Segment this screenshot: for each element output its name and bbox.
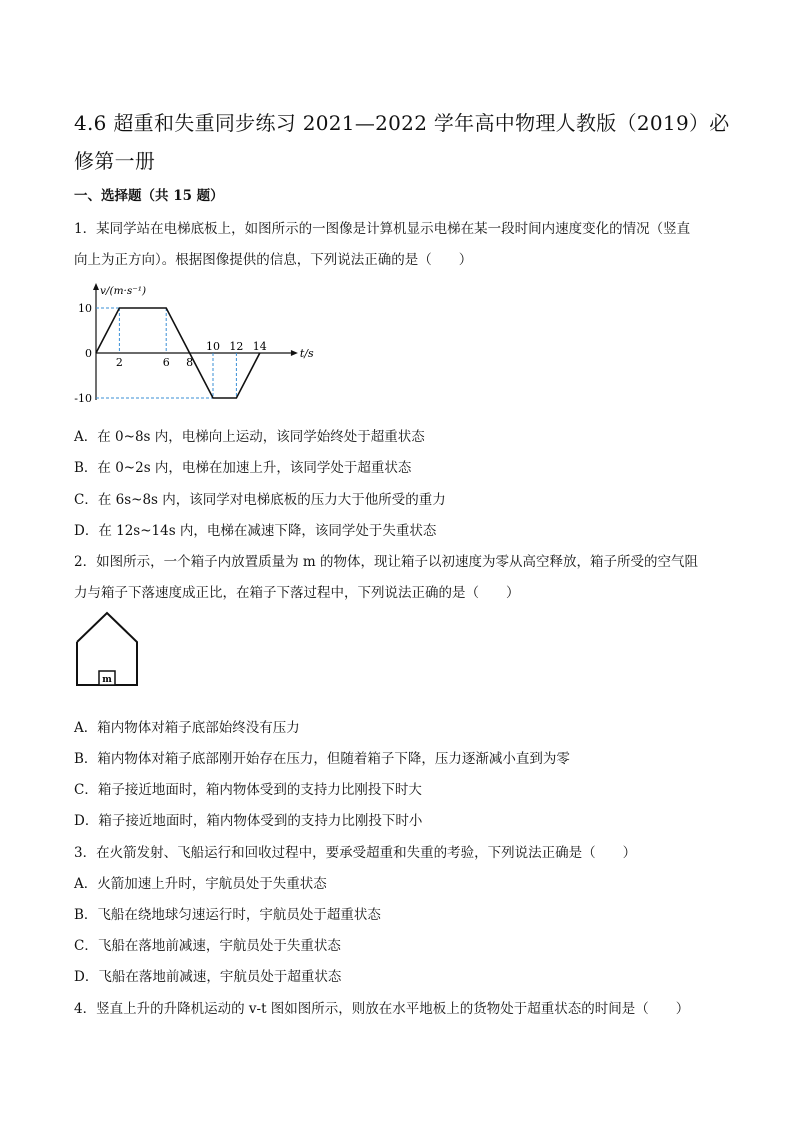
q3-option-c: C．飞船在落地前减速，宇航员处于失重状态 (74, 938, 341, 954)
q1-option-c: C．在 6s~8s 内，该同学对电梯底板的压力大于他所受的重力 (74, 492, 446, 508)
q2-option-a: A．箱内物体对箱子底部始终没有压力 (74, 720, 300, 736)
q3-option-b: B．飞船在绕地球匀速运行时，宇航员处于超重状态 (74, 907, 381, 923)
y-axis-arrow (93, 283, 99, 290)
x-tick-label: 12 (229, 340, 244, 353)
x-axis-label: t/s (299, 347, 314, 360)
q1-option-b: B．在 0~2s 内，电梯在加速上升，该同学处于超重状态 (74, 460, 412, 476)
x-axis-arrow (291, 350, 298, 356)
x-tick-label: 2 (115, 356, 123, 369)
page-title: 4.6 超重和失重同步练习 2021—2022 学年高中物理人教版（2019）必修第一册 (74, 111, 730, 173)
x-tick-label: 6 (162, 356, 170, 369)
q1-option-d: D．在 12s~14s 内，电梯在减速下降，该同学处于失重状态 (74, 523, 437, 539)
q3-option-a: A．火箭加速上升时，宇航员处于失重状态 (74, 876, 327, 892)
q2-option-b: B．箱内物体对箱子底部刚开始存在压力，但随着箱子下降，压力逐渐减小直到为零 (74, 751, 570, 767)
y-tick-label: 10 (78, 302, 92, 315)
x-tick-label: 10 (206, 340, 220, 353)
y-tick-label: 0 (85, 347, 92, 360)
x-tick-label: 14 (252, 340, 267, 353)
q3-option-d: D．飞船在落地前减速，宇航员处于超重状态 (74, 969, 342, 985)
q1-stem-line1: 1．某同学站在电梯底板上，如图所示的一图像是计算机显示电梯在某一段时间内速度变化的情况（竖直 (74, 221, 691, 237)
q2-option-d: D．箱子接近地面时，箱内物体受到的支持力比刚投下时小 (74, 813, 423, 829)
q2-stem-line2: 力与箱子下落速度成正比，在箱子下落过程中，下列说法正确的是（ ） (74, 585, 520, 601)
q1-option-a: A．在 0~8s 内，电梯向上运动，该同学始终处于超重状态 (74, 429, 425, 445)
q1-stem-line2: 向上为正方向）。根据图像提供的信息，下列说法正确的是（ ） (74, 252, 473, 268)
q2-stem-line1: 2．如图所示，一个箱子内放置质量为 m 的物体，现让箱子以初速度为零从高空释放，箱子所受的空气阻 (74, 554, 698, 570)
q1-vt-graph (70, 278, 314, 413)
section-heading: 一、选择题（共 15 题） (74, 188, 224, 204)
y-axis-label: v/(m·s⁻¹) (100, 285, 147, 297)
mass-label: m (102, 675, 112, 685)
x-tick-label: 8 (186, 356, 194, 369)
q2-option-c: C．箱子接近地面时，箱内物体受到的支持力比刚投下时大 (74, 782, 422, 798)
q3-stem: 3．在火箭发射、飞船运行和回收过程中，要承受超重和失重的考验，下列说法正确是（ ） (74, 845, 637, 861)
y-tick-label: -10 (74, 392, 92, 405)
q4-stem: 4．竖直上升的升降机运动的 v-t 图如图所示，则放在水平地板上的货物处于超重状态的时间是（ ） (74, 1001, 690, 1017)
q2-box-figure (72, 610, 142, 690)
